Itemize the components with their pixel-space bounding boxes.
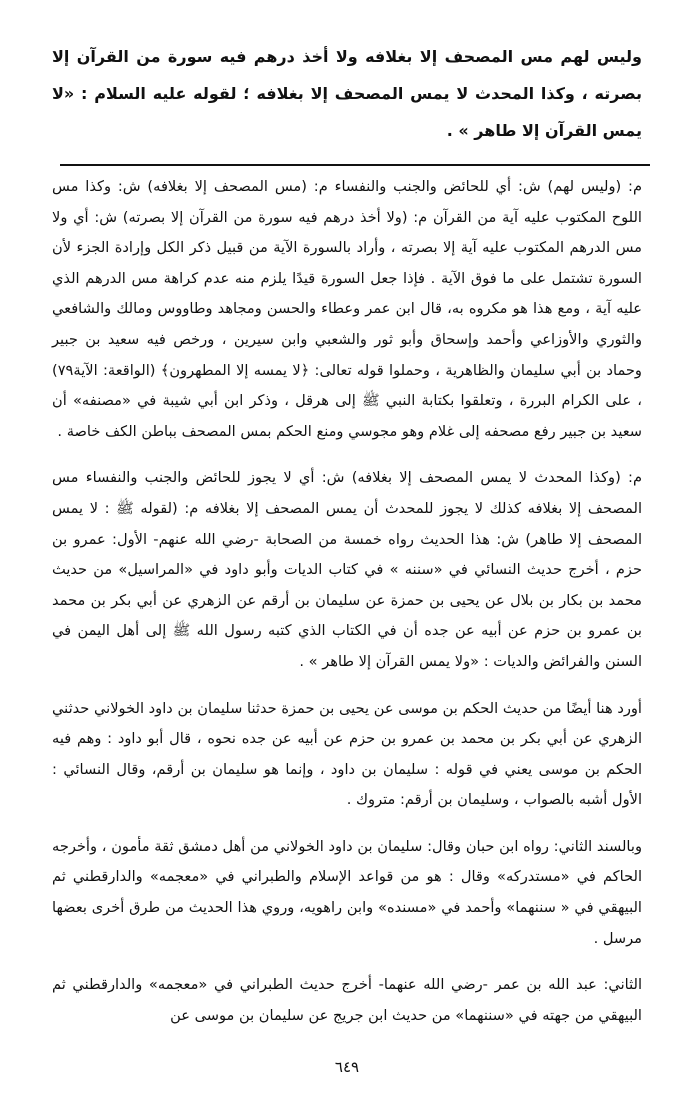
commentary-paragraph: م: (وليس لهم) ش: أي للحائض والجنب والنفساء م: (مس المصحف إلا بغلافه) ش: وكذا مس اللوح المكتوب عليه آية من القرآن م: (ولا أخذ درهم فيه سورة من القرآن إلا بصرته) ش: أي ولا مس الدرهم المكتوب عليه آية إلا بصرته ، وأراد بالسورة الآية من قبيل ذكر الكل وإرادة الجزء لأن السورة تشتمل على ما فوق الآية . فإذا جعل السورة قيدًا يلزم منه عدم كراهة مس الدرهم الذي عليه آية ، ومع هذا هو مكروه به، قال ابن عمر وعطاء والحسن ومجاهد وطاووس ومالك والشافعي والثوري والأوزاعي وأحمد وإسحاق وأبو ثور والشعبي وابن سيرين ، ورخص فيه سعيد بن جبير وحماد بن أبي سليمان والظاهرية ، وحملوا قوله تعالى: ﴿لا يمسه إلا المطهرون﴾ (الواقعة: الآية٧٩) ، على الكرام البررة ، وتعلقوا بكتابة النبي ﷺ إلى هرقل ، وذكر ابن أبي شيبة في «مصنفه» أن سعيد بن جبير رفع مصحفه إلى غلام وهو مجوسي ومنع الحكم بمس المصحف بباطن الكف خاصة . xyxy=(52,178,642,440)
matn-text xyxy=(52,38,642,149)
page-number: ٦٤٩ xyxy=(334,1058,360,1076)
separator-rule xyxy=(60,164,650,166)
sharh-commentary xyxy=(52,172,642,1031)
commentary-paragraph: أورد هنا أيضًا من حديث الحكم بن موسى عن يحيى بن حمزة حدثنا سليمان بن داود الخولاني حدثني الزهري عن أبي بكر بن محمد بن عمرو بن حزم عن أبيه عن جده نحوه ، قال أبو داود : وهم فيه الحكم بن موسى يعني في قوله : سليمان بن داود ، وإنما هو سليمان بن أرقم، وقال النسائي : الأول أشبه بالصواب ، وسليمان بن أرقم: متروك . xyxy=(52,699,642,809)
commentary-paragraph: الثاني: عبد الله بن عمر -رضي الله عنهما- أخرج حديث الطبراني في «معجمه» والدارقطني ثم البيهقي من جهته في «سننهما» من حديث ابن جريج عن سليمان بن موسى عن xyxy=(52,976,642,1024)
commentary-paragraph: وبالسند الثاني: رواه ابن حبان وقال: سليمان بن داود الخولاني من أهل دمشق ثقة مأمون ، وأخرجه الحاكم في «مستدركه» وقال : هو من قواعد الإسلام والطبراني في «معجمه» والدارقطني ثم البيهقي في « سننهما» وأحمد في «مسنده» وابن راهويه، وروي هذا الحديث من طرق أخرى بعضها مرسل . xyxy=(52,837,642,947)
commentary-paragraph: م: (وكذا المحدث لا يمس المصحف إلا بغلافه) ش: أي لا يجوز للحائض والجنب والنفساء مس المصحف إلا بغلافه كذلك لا يجوز للمحدث أن يمس المصحف إلا بغلافه م: (لقوله ﷺ : لا يمس المصحف إلا طاهر) ش: هذا الحديث رواه خمسة من الصحابة -رضي الله عنهم- الأول: عمرو بن حزم ، أخرج حديث النسائي في «سننه » في كتاب الديات وأبو داود في «المراسيل» من حديث محمد بن بكار بن بلال عن يحيى بن حمزة عن سليمان بن أرقم عن الزهري عن أبي بكر بن محمد بن عمرو بن حزم عن أبيه عن جده أن في الكتاب الذي كتبه رسول الله ﷺ إلى أهل اليمن في السنن والفرائض والديات : «ولا يمس القرآن إلا طاهر » . xyxy=(52,469,642,670)
matn-paragraph: وليس لهم مس المصحف إلا بغلافه ولا أخذ درهم فيه سورة من القرآن إلا بصرته ، وكذا المحدث لا يمس المصحف إلا بغلافه ؛ لقوله عليه السلام : «لا يمس القرآن إلا طاهر » . xyxy=(52,47,642,140)
